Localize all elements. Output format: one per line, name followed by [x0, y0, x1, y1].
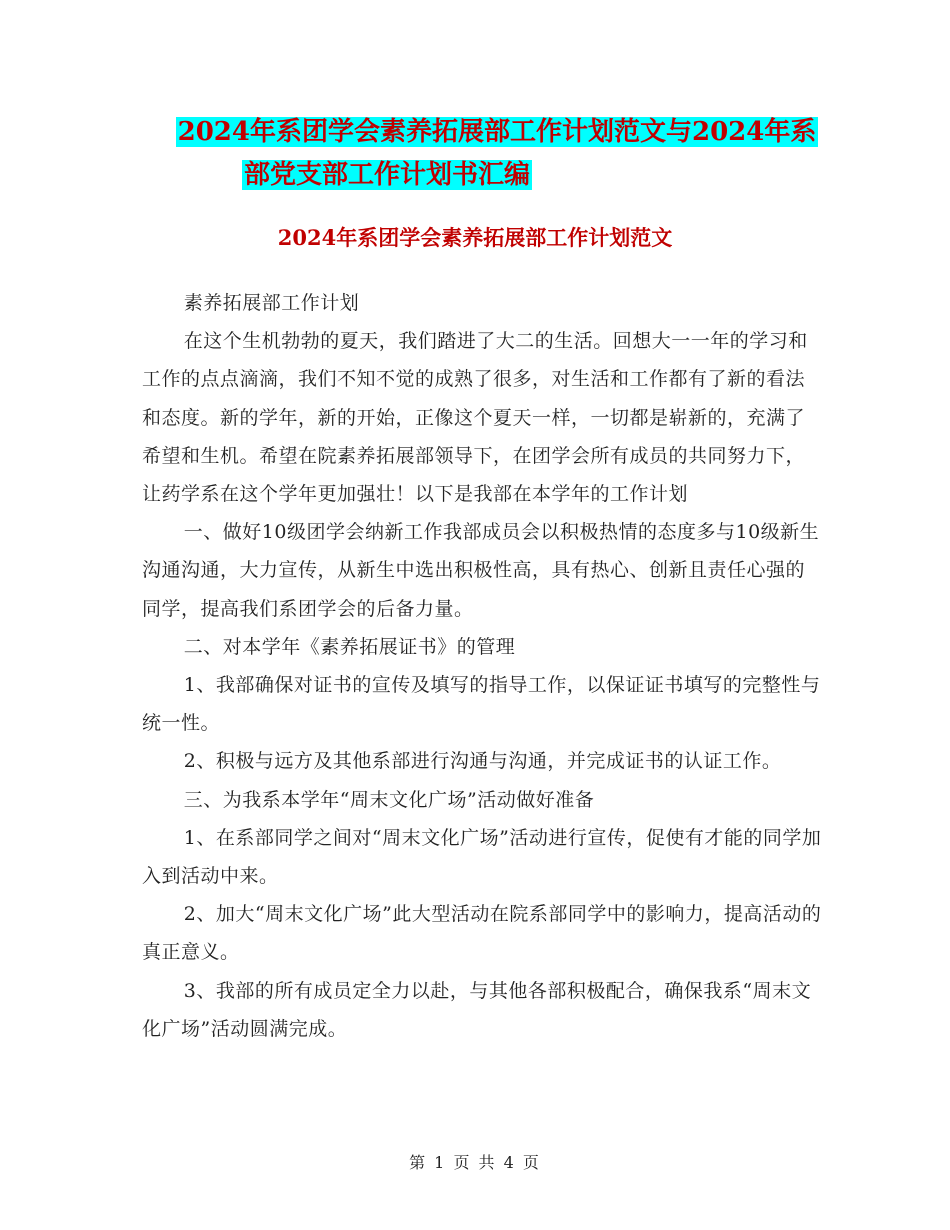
- paragraph: 一、做好10级团学会纳新工作我部成员会以积极热情的态度多与10级新生沟通沟通，大力宣传，从新生中选出积极性高，具有热心、创新且责任心强的同学，提高我们系团学会的后备力量。: [142, 521, 820, 620]
- page-footer: 第 1 页 共 4 页: [409, 1153, 541, 1172]
- paragraph: 3、我部的所有成员定全力以赴，与其他各部积极配合，确保我系“周末文化广场”活动圆满完成。: [142, 979, 812, 1040]
- paragraph: 在这个生机勃勃的夏天，我们踏进了大二的生活。回想大一一年的学习和工作的点点滴滴，我们不知不觉的成熟了很多，对生活和工作都有了新的看法和态度。新的学年，新的开始，正像这个夏天一样，一切都是崭新的，充满了希望和生机。希望在院素养拓展部领导下，在团学会所有成员的共同努力下，让药学系在这个学年更加强壮！以下是我部在本学年的工作计划: [142, 330, 808, 506]
- document-title-line-2: [0, 150, 862, 200]
- paragraph: 二、对本学年《素养拓展证书》的管理: [183, 635, 516, 658]
- paragraph: 2、积极与远方及其他系部进行沟通与沟通，并完成证书的认证工作。: [183, 750, 782, 773]
- section-title: 2024年系团学会素养拓展部工作计划范文: [277, 225, 673, 250]
- paragraph: 三、为我系本学年“周末文化广场”活动做好准备: [183, 788, 595, 811]
- paragraph: 2、加大“周末文化广场”此大型活动在院系部同学中的影响力，提高活动的真正意义。: [142, 903, 822, 964]
- title-highlight-1: 2024年系团学会素养拓展部工作计划范文与2024年系: [177, 117, 817, 147]
- paragraph: 1、我部确保对证书的宣传及填写的指导工作，以保证证书填写的完整性与统一性。: [142, 674, 821, 735]
- document-body: [142, 284, 822, 1048]
- title-highlight-2: 部党支部工作计划书汇编: [243, 160, 530, 190]
- paragraph: 素养拓展部工作计划: [183, 292, 360, 314]
- paragraph: 1、在系部同学之间对“周末文化广场”活动进行宣传，促使有才能的同学加入到活动中来。: [142, 826, 822, 888]
